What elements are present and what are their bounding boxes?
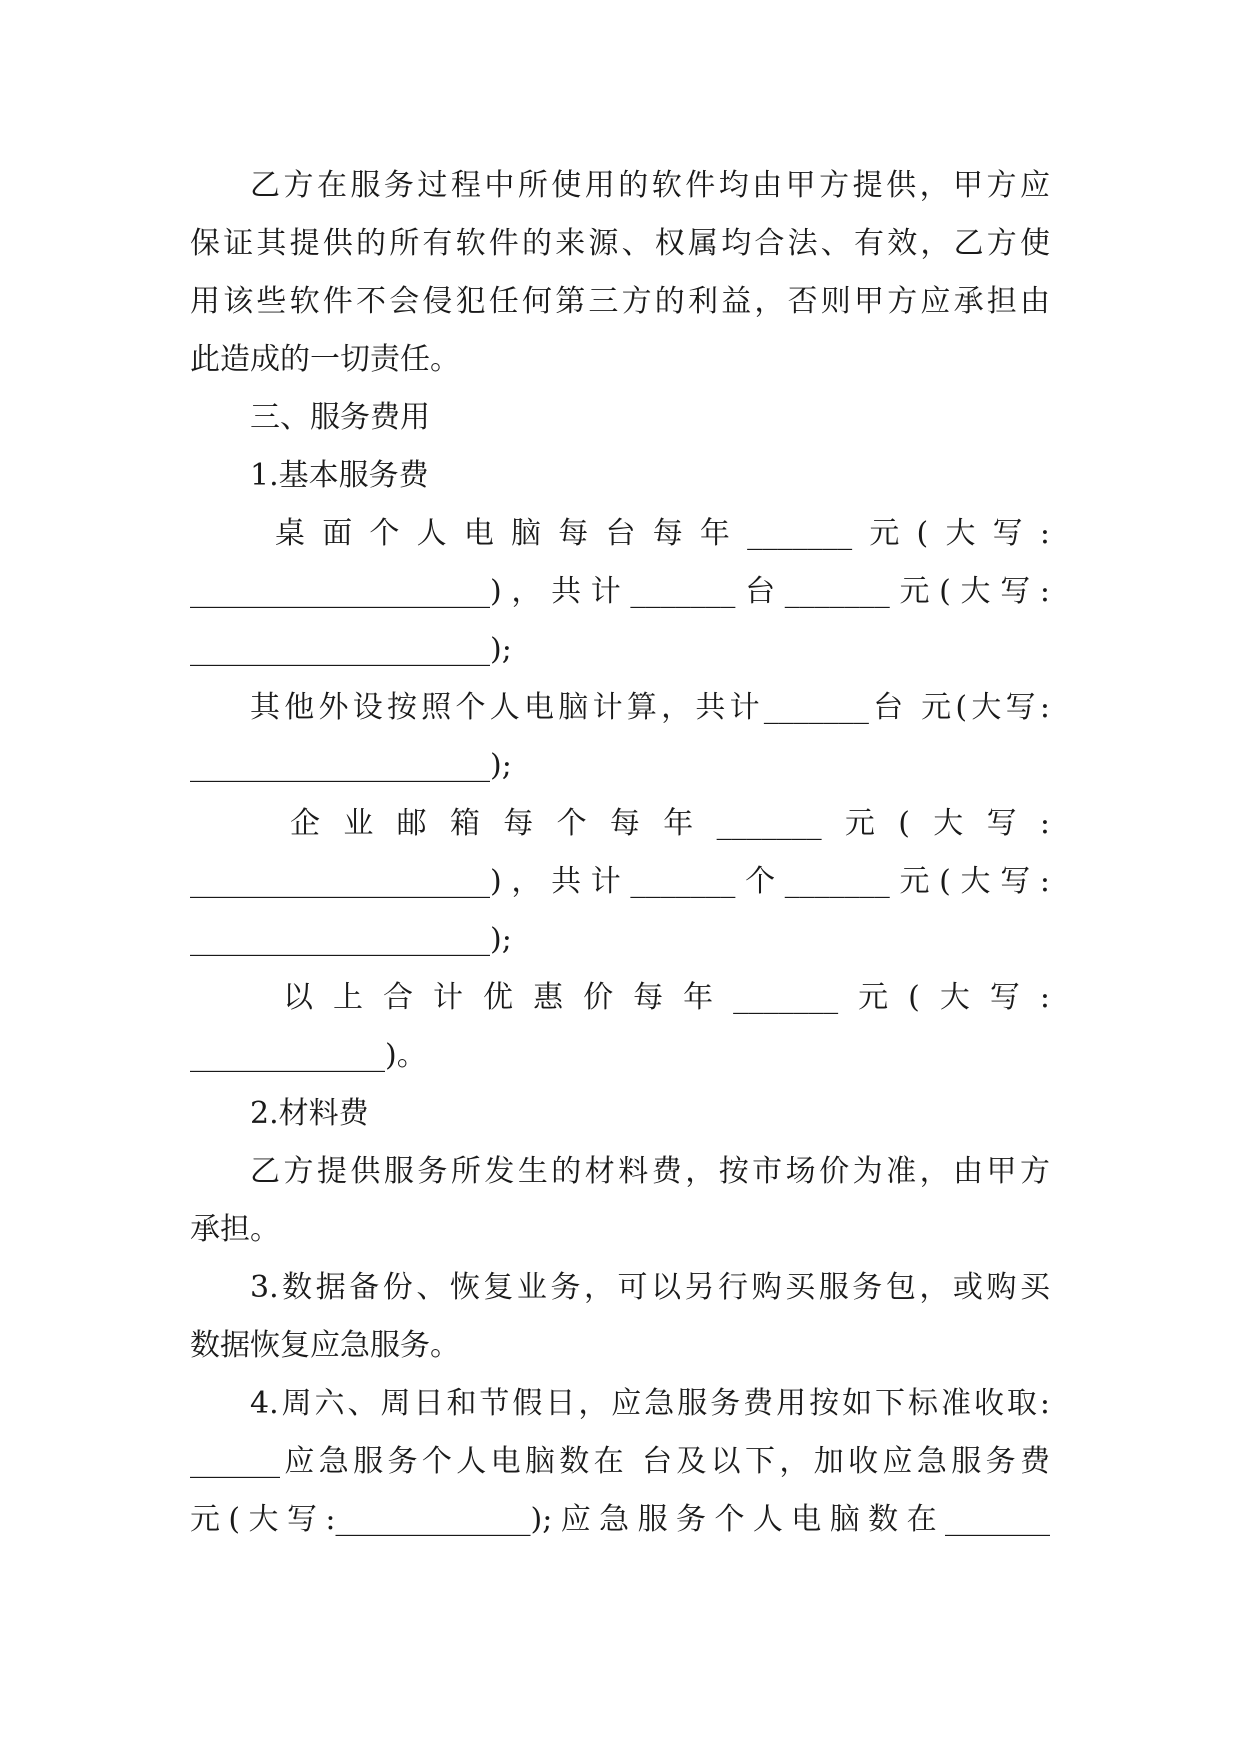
emergency-line-2: ______应急服务个人电脑数在 台及以下，加收应急服务费 <box>190 1444 1050 1479</box>
software-paragraph-line-1: 乙方在服务过程中所使用的软件均由甲方提供，甲方应 <box>250 168 1050 203</box>
backup-line-1: 3.数据备份、恢复业务，可以另行购买服务包，或购买 <box>250 1270 1050 1305</box>
peripherals-fee-line-1: 其他外设按照个人电脑计算，共计_______台 元(大写: <box>250 690 1050 725</box>
materials-line-1: 乙方提供服务所发生的材料费，按市场价为准，由甲方 <box>250 1154 1050 1189</box>
emergency-line-1: 4.周六、周日和节假日，应急服务费用按如下标准收取: <box>250 1386 1050 1421</box>
desktop-fee-line-3: ____________________); <box>190 632 512 667</box>
materials-line-2: 承担。 <box>190 1212 280 1247</box>
emergency-line-3: 元(大写:_____________);应急服务个人电脑数在_______ <box>190 1502 1050 1537</box>
desktop-fee-line-1: 桌面个人电脑每台每年_______元(大写: <box>275 516 1050 551</box>
peripherals-fee-line-2: ____________________); <box>190 748 512 783</box>
email-fee-line-2: ____________________)，共计_______个_______元(大写: <box>190 864 1050 899</box>
total-fee-line-1: 以上合计优惠价每年_______元(大写: <box>283 980 1050 1015</box>
backup-line-2: 数据恢复应急服务。 <box>190 1328 460 1363</box>
software-paragraph-line-3: 用该些软件不会侵犯任何第三方的利益，否则甲方应承担由 <box>190 284 1050 319</box>
software-paragraph-line-4: 此造成的一切责任。 <box>190 342 460 377</box>
item1-heading: 1.基本服务费 <box>250 458 429 493</box>
email-fee-line-3: ____________________); <box>190 922 512 957</box>
item2-heading: 2.材料费 <box>250 1096 369 1131</box>
total-fee-line-2: _____________)。 <box>190 1038 427 1073</box>
section-heading-service-fees: 三、服务费用 <box>250 400 430 435</box>
desktop-fee-line-2: ____________________)，共计_______台_______元(大写: <box>190 574 1050 609</box>
software-paragraph-line-2: 保证其提供的所有软件的来源、权属均合法、有效，乙方使 <box>190 226 1050 261</box>
email-fee-line-1: 企业邮箱每个每年_______元(大写: <box>290 806 1050 841</box>
